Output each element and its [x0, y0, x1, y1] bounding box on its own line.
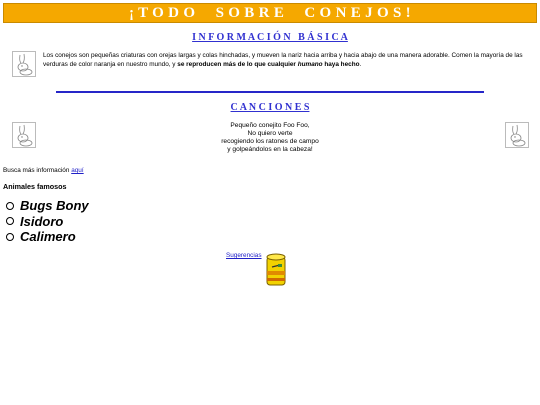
bullet-icon: [6, 233, 14, 241]
suggestions-link[interactable]: Sugerencias: [226, 252, 262, 259]
lyric-line: y golpeándolos en la cabeza!: [227, 146, 313, 153]
more-info: Busca más información aquí: [3, 167, 84, 174]
songs-heading-link[interactable]: C A N C I O N E S: [230, 102, 310, 113]
lyric-line: Pequeño conejito Foo Foo,: [230, 122, 310, 129]
bullet-icon: [6, 202, 14, 210]
list-item: Bugs Bony: [6, 198, 89, 214]
rabbit-icon: [12, 51, 36, 77]
title-banner: [3, 3, 537, 23]
basic-info-text: Los conejos son pequeñas criaturas con orejas largas y colas hinchadas, y mueven la nariz hacia arriba y hacia abajo de una manera adorable. Comen la mayoría de las verduras de color naranja en nuestro mundo, y se reproducen más de lo que cualquier humano haya hecho.: [43, 52, 523, 68]
highlight-text: se reproducen más de lo que cualquier humano haya hecho: [177, 61, 360, 68]
songs-heading: [0, 102, 540, 114]
list-item: Calimero: [6, 229, 89, 245]
lyric-line: No quiero verte: [247, 130, 293, 137]
section-divider: [56, 91, 484, 93]
lyric-line: recogiendo los ratones de campo: [221, 138, 319, 145]
basic-info-heading-link[interactable]: I N F O R M A C I Ó N B Á S I C A: [192, 32, 348, 43]
suggestions: [226, 252, 262, 260]
mailbox-icon[interactable]: [265, 253, 287, 287]
song-lyrics: [0, 122, 540, 154]
page-title: ¡ T O D O S O B R E C O N E J O S !: [129, 5, 411, 21]
more-info-link[interactable]: aquí: [71, 167, 84, 174]
list-item: Isidoro: [6, 214, 89, 230]
famous-animals-title: Animales famosos: [3, 182, 67, 191]
bullet-icon: [6, 217, 14, 225]
famous-animals-list: [6, 198, 89, 245]
basic-info-heading: [0, 32, 540, 44]
